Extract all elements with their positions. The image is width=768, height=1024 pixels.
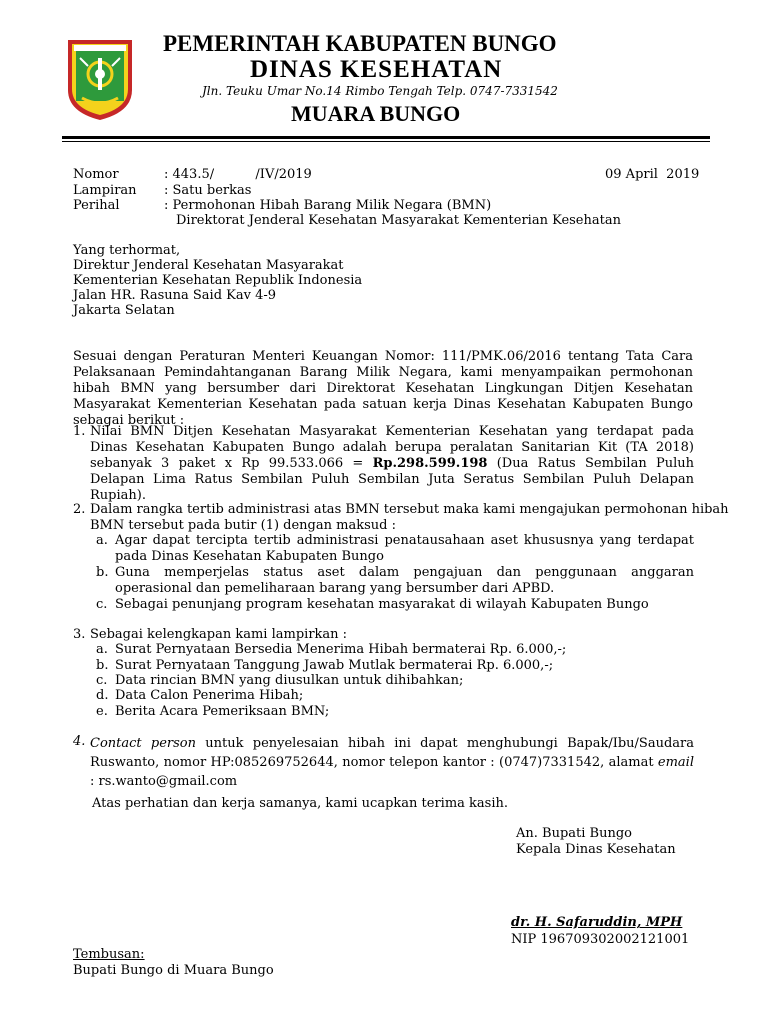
perihal-value-2: Direktorat Jenderal Kesehatan Masyarakat Kementerian Kesehatan	[176, 213, 621, 228]
point-3-item-label: a.	[96, 642, 108, 657]
signatory-name: dr. H. Safaruddin, MPH	[511, 915, 683, 930]
point-2-item-label: c.	[96, 597, 108, 612]
point-2-text-2: BMN tersebut pada butir (1) dengan maksud :	[90, 518, 396, 533]
point-2-text: Dalam rangka tertib administrasi atas BMN tersebut maka kami mengajukan permohonan hibah	[90, 502, 729, 517]
letterhead-agency: DINAS KESEHATAN	[250, 56, 503, 83]
point-2-item-label: b.	[96, 565, 109, 580]
point-3-item-text: Data Calon Penerima Hibah;	[115, 688, 304, 703]
intro-paragraph: Sesuai dengan Peraturan Menteri Keuangan Nomor: 111/PMK.06/2016 tentang Tata Cara Pelaksanaan Pemindahtanganan Barang Milik Negara, kami menyampaikan permohonan hibah BMN yang bersumber dari Direktorat Kesehatan Lingkungan Ditjen Kesehatan Masyarakat Kementerian Kesehatan pada satuan kerja Dinas Kesehatan Kabupaten Bungo sebagai berikut :	[73, 349, 693, 428]
perihal-value: : Permohonan Hibah Barang Milik Negara (BMN)	[164, 198, 492, 213]
recipient-line: Jalan HR. Rasuna Said Kav 4-9	[73, 288, 277, 303]
recipient-line: Yang terhormat,	[73, 243, 181, 258]
point-3-item-text: Berita Acara Pemeriksaan BMN;	[115, 704, 330, 719]
point-4-number: 4.	[73, 734, 86, 749]
point-2-item-text: Sebagai penunjang program kesehatan masyarakat di wilayah Kabupaten Bungo	[115, 597, 649, 612]
recipient-line: Direktur Jenderal Kesehatan Masyarakat	[73, 258, 344, 273]
point-2-item-text: Agar dapat tercipta tertib administrasi penatausahaan aset khususnya yang terdapat pada Dinas Kesehatan Kabupaten Bungo	[115, 533, 694, 564]
cc-item: Bupati Bungo di Muara Bungo	[73, 963, 274, 978]
regency-emblem	[64, 36, 136, 122]
letter-date: 09 April 2019	[605, 167, 700, 182]
point-3-item-label: e.	[96, 704, 108, 719]
point-4-text-b: : rs.wanto@gmail.com	[90, 774, 238, 789]
letterhead-address: Jln. Teuku Umar No.14 Rimbo Tengah Telp. 0747-7331542	[202, 84, 558, 98]
point-1-text-b: (Dua Ratus Sembilan Puluh Delapan Lima Ratus Sembilan Puluh Sembilan Juta Seratus Sembilan Puluh Delapan Rupiah).	[90, 456, 694, 503]
perihal-label: Perihal	[73, 198, 120, 213]
point-1-text-a: Nilai BMN Ditjen Kesehatan Masyarakat Kementerian Kesehatan yang terdapat pada Dinas Kesehatan Kabupaten Bungo adalah berupa peralatan Sanitarian Kit (TA 2018) sebanyak 3 paket x Rp 99.533.066 =	[90, 424, 694, 471]
point-3-item-text: Surat Pernyataan Tanggung Jawab Mutlak bermaterai Rp. 6.000,-;	[115, 658, 554, 673]
recipient-line: Jakarta Selatan	[73, 303, 175, 318]
letterhead-rule-thick	[62, 136, 710, 139]
point-3-item-label: c.	[96, 673, 108, 688]
letterhead-government: PEMERINTAH KABUPATEN BUNGO	[163, 31, 557, 56]
point-2-item-text: Guna memperjelas status aset dalam pengajuan dan penggunaan anggaran operasional dan pemeliharaan barang yang bersumber dari APBD.	[115, 565, 694, 596]
nomor-value: : 443.5/ /IV/2019	[164, 167, 312, 182]
point-3-item-label: d.	[96, 688, 109, 703]
point-2-item-label: a.	[96, 533, 108, 548]
point-4-text-a: untuk penyelesaian hibah ini dapat menghubungi Bapak/Ibu/Saudara Ruswanto, nomor HP:085269752644, nomor telepon kantor : (0747)7331542, alamat	[90, 736, 695, 770]
point-2-number: 2.	[73, 502, 86, 517]
cc-label: Tembusan:	[73, 947, 145, 962]
closing-sentence: Atas perhatian dan kerja samanya, kami ucapkan terima kasih.	[92, 796, 508, 811]
point-3-text: Sebagai kelengkapan kami lampirkan :	[90, 627, 348, 642]
regency-emblem-icon	[64, 36, 136, 122]
signature-position: Kepala Dinas Kesehatan	[516, 842, 676, 857]
lampiran-label: Lampiran	[73, 183, 137, 198]
point-1-number: 1.	[73, 424, 86, 439]
letterhead-rule-thin	[62, 141, 710, 142]
grant-amount: Rp.298.599.198	[372, 456, 488, 471]
signatory-nip: NIP 196709302002121001	[511, 932, 690, 947]
contact-person-label: Contact person	[90, 736, 196, 751]
point-3-number: 3.	[73, 627, 86, 642]
recipient-line: Kementerian Kesehatan Republik Indonesia	[73, 273, 363, 288]
lampiran-value: : Satu berkas	[164, 183, 252, 198]
point-3-item-text: Surat Pernyataan Bersedia Menerima Hibah bermaterai Rp. 6.000,-;	[115, 642, 567, 657]
point-4-text	[90, 734, 694, 791]
point-3-item-label: b.	[96, 658, 109, 673]
point-3-item-text: Data rincian BMN yang diusulkan untuk dihibahkan;	[115, 673, 464, 688]
nomor-label: Nomor	[73, 167, 119, 182]
email-label: email	[657, 755, 694, 770]
point-1-text	[90, 424, 694, 504]
letterhead-city: MUARA BUNGO	[291, 101, 461, 126]
signature-on-behalf: An. Bupati Bungo	[516, 826, 632, 841]
